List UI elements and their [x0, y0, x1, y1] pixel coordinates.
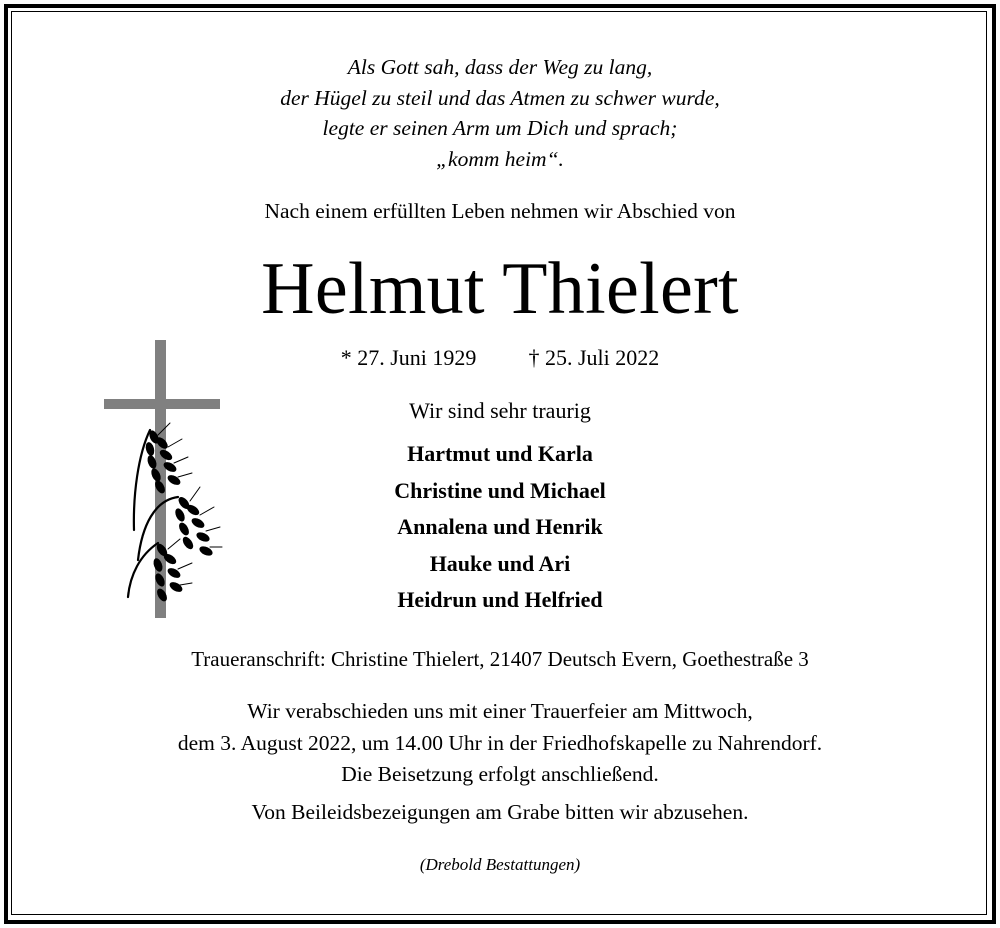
service-details: [0, 696, 1000, 791]
mourners-statement: Wir sind sehr traurig: [409, 398, 591, 423]
poem-line: „komm heim“.: [436, 146, 564, 171]
poem-line: legte er seinen Arm um Dich und sprach;: [322, 116, 678, 140]
poem-line: Als Gott sah, dass der Weg zu lang,: [347, 55, 653, 79]
poem-line: der Hügel zu steil und das Atmen zu schwer wurde,: [280, 85, 720, 110]
mourner-name: Heidrun und Helfried: [397, 587, 603, 612]
mourning-address: Traueranschrift: Christine Thielert, 21407 Deutsch Evern, Goethestraße 3: [191, 647, 809, 671]
birth-date: * 27. Juni 1929: [340, 345, 477, 370]
service-line: Die Beisetzung erfolgt anschließend.: [341, 762, 659, 786]
condolences-note: Von Beileidsbezeigungen am Grabe bitten wir abzusehen.: [251, 800, 749, 824]
mourners-list: [0, 436, 1000, 619]
service-line: Wir verabschieden uns mit einer Trauerfeier am Mittwoch,: [247, 699, 753, 723]
deceased-name: Helmut Thielert: [261, 248, 739, 330]
mourner-name: Christine und Michael: [394, 477, 606, 503]
mourner-name: Hauke und Ari: [429, 550, 571, 576]
death-date: † 25. Juli 2022: [528, 345, 660, 370]
poem: [0, 52, 1000, 174]
mourner-name: Annalena und Henrik: [397, 514, 603, 539]
undertaker-credit: (Drebold Bestattungen): [419, 855, 581, 874]
mourner-name: Hartmut und Karla: [407, 441, 593, 466]
service-line: dem 3. August 2022, um 14.00 Uhr in der Friedhofskapelle zu Nahrendorf.: [177, 730, 823, 755]
intro-text: Nach einem erfüllten Leben nehmen wir Abschied von: [264, 199, 736, 223]
